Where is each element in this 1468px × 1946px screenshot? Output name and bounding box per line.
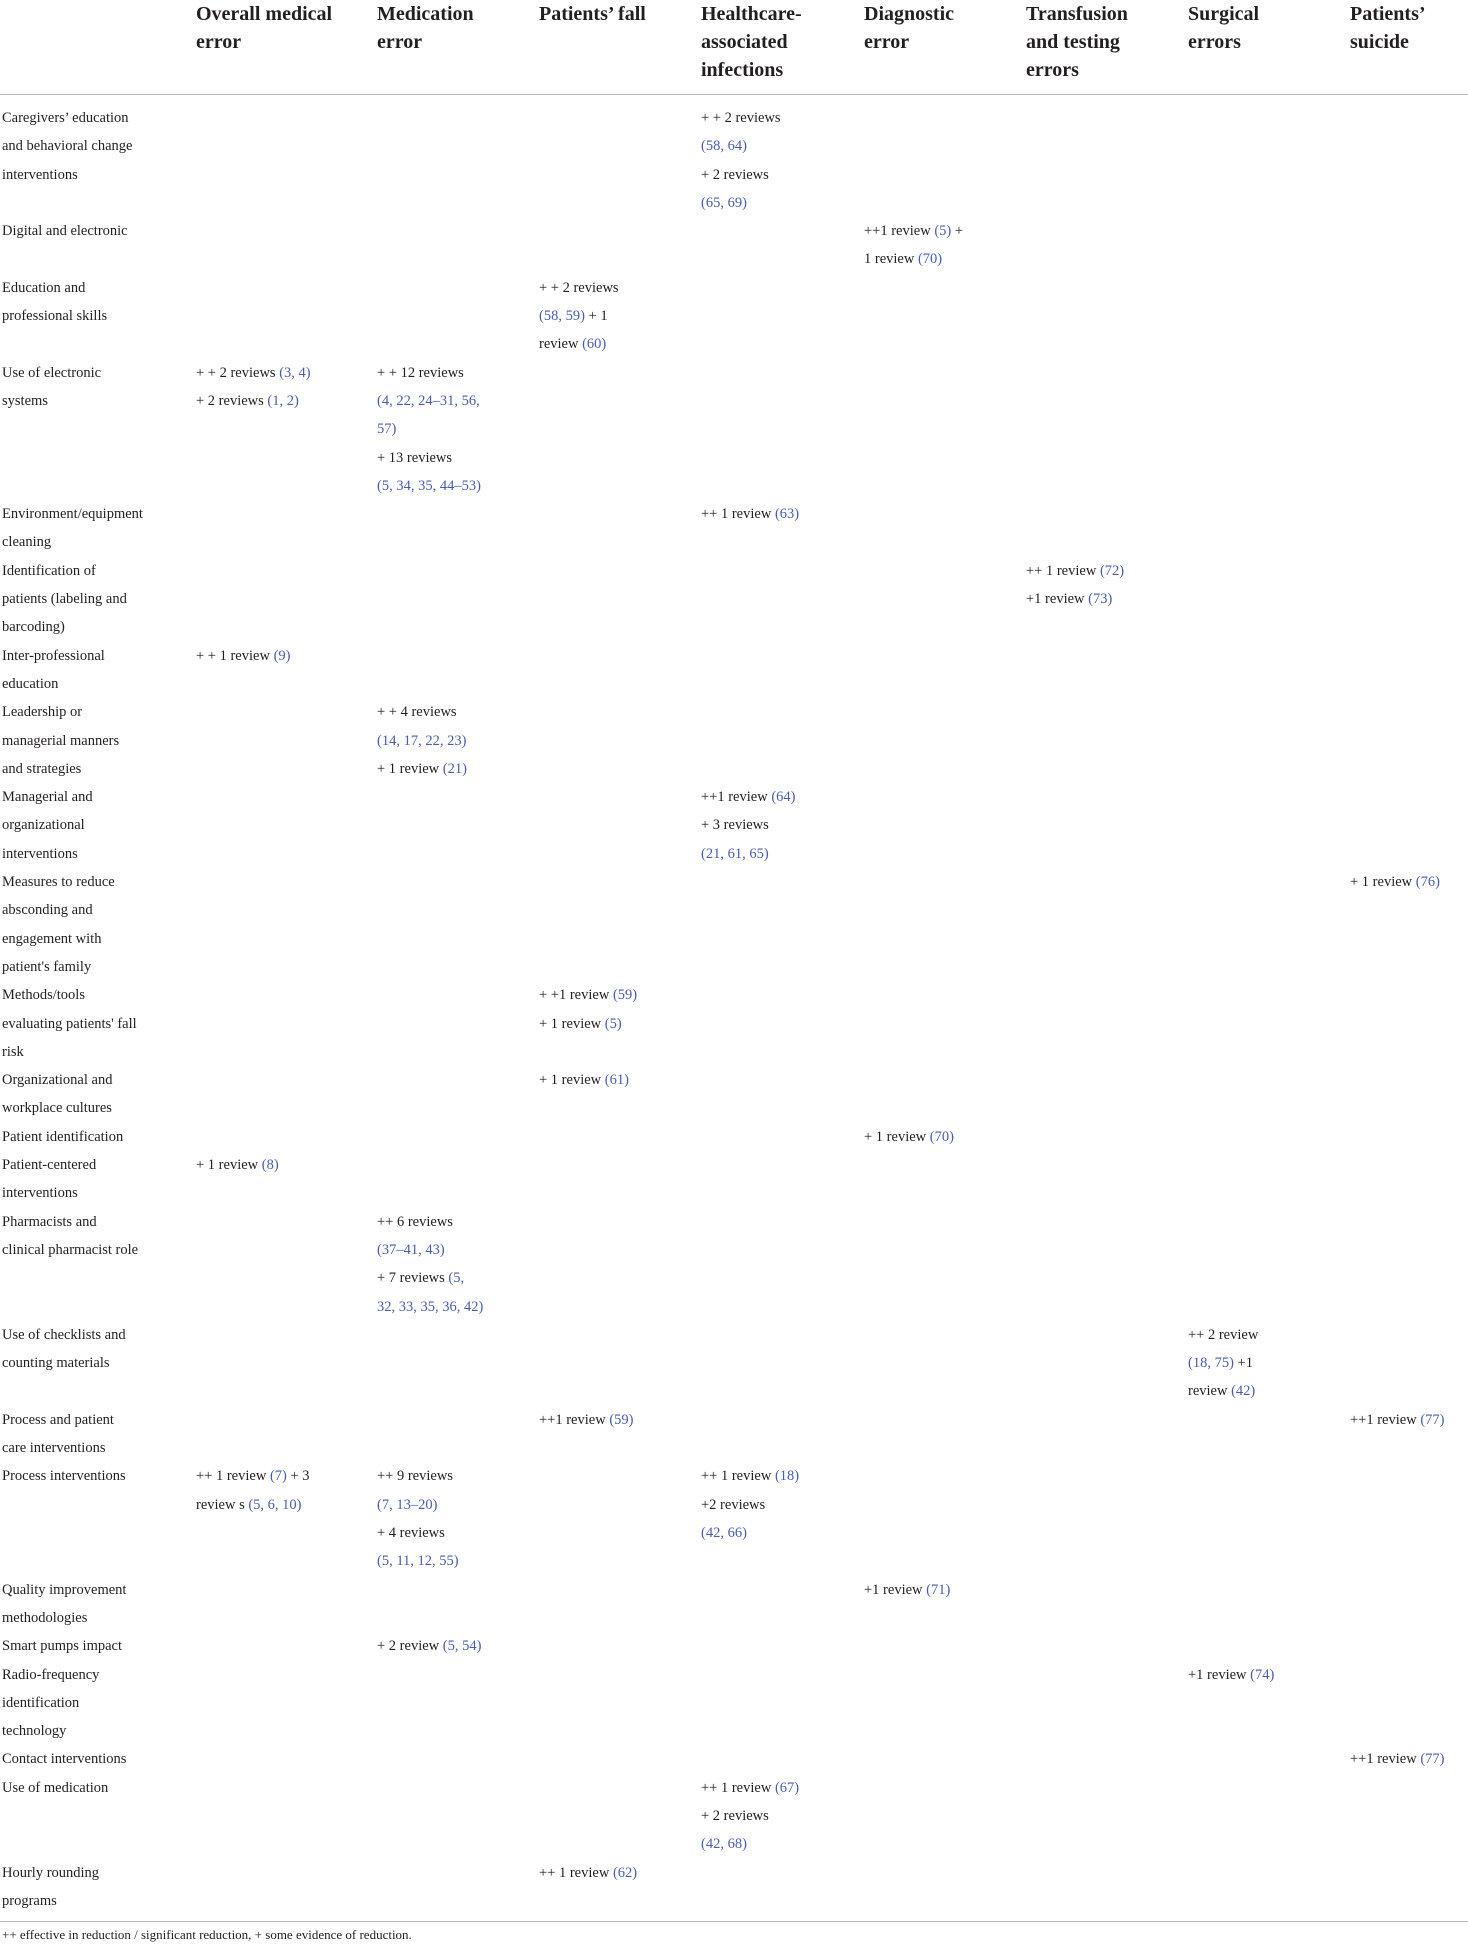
row-label: [2, 557, 127, 642]
row-label-line: Measures to reduce: [2, 874, 115, 891]
table-cell: [1188, 1321, 1258, 1406]
cell-line: [864, 1576, 950, 1604]
cell-line: [1188, 1321, 1258, 1349]
column-header: [377, 0, 474, 56]
cell-line: [539, 981, 637, 1009]
cell-line: [377, 727, 467, 755]
table-cell: [539, 1406, 633, 1434]
cell-line: [864, 245, 963, 273]
review-count: + 1 review: [377, 760, 443, 777]
column-header-line: Patients’ fall: [539, 3, 646, 25]
cell-line: [1026, 557, 1124, 585]
cell-line: [1026, 585, 1124, 613]
row-label-line: evaluating patients' fall: [2, 1015, 137, 1032]
table-cell: [196, 1462, 310, 1519]
citation-reference: (21, 61, 65): [701, 845, 769, 862]
review-count: + +1 review: [539, 987, 613, 1004]
row-label-line: patient's family: [2, 958, 92, 975]
cell-line: [377, 755, 467, 783]
row-label-line: engagement with: [2, 930, 102, 947]
table-cell: [1188, 1661, 1274, 1689]
citation-reference: (5,: [448, 1270, 465, 1287]
row-label-line: Leadership or: [2, 704, 83, 721]
review-count: review: [1188, 1383, 1232, 1400]
review-count: + 1 review: [864, 1128, 930, 1145]
cell-line: [701, 1774, 799, 1802]
table-cell: [1350, 868, 1440, 896]
table-cell: [196, 642, 290, 670]
cell-line: [1188, 1377, 1258, 1405]
row-label-line: Caregivers’ education: [2, 110, 129, 126]
cell-line: [377, 1208, 483, 1236]
citation-reference: (5, 11, 12, 55): [377, 1553, 459, 1570]
cell-line: [377, 472, 481, 500]
review-count: + 7 reviews: [377, 1270, 449, 1287]
column-header: [539, 0, 646, 28]
column-header-line: suicide: [1350, 31, 1409, 53]
review-count: ++ 2 review: [1188, 1326, 1259, 1343]
review-count: + 1 review: [1350, 874, 1416, 891]
review-count: + 2 reviews: [196, 392, 268, 409]
review-count: + + 12 reviews: [377, 364, 464, 381]
row-label-line: interventions: [2, 166, 78, 183]
cell-line: [377, 1632, 481, 1660]
column-header: [196, 0, 332, 56]
review-count: + 13 reviews: [377, 449, 453, 466]
cell-line: [196, 1151, 279, 1179]
review-count: review s: [196, 1496, 249, 1513]
citation-reference: (70): [917, 251, 943, 268]
row-label: [2, 868, 115, 981]
row-label-line: Hourly rounding: [2, 1864, 100, 1881]
row-label-line: Use of medication: [2, 1779, 109, 1796]
cell-line: [377, 1264, 483, 1292]
table-cell: [864, 1123, 954, 1151]
row-label-line: Smart pumps impact: [2, 1638, 123, 1655]
row-label-line: cleaning: [2, 534, 52, 551]
citation-reference: (4, 22, 24–31, 56,: [377, 392, 480, 409]
cell-line: [539, 1066, 629, 1094]
column-header: [1350, 0, 1426, 56]
row-label: [2, 500, 143, 557]
row-label-line: methodologies: [2, 1609, 88, 1626]
cell-line: [1350, 868, 1440, 896]
citation-reference: (62): [612, 1864, 638, 1881]
cell-line: [701, 189, 781, 217]
citation-reference: (5): [604, 1015, 622, 1032]
review-count: + 3 reviews: [701, 817, 769, 834]
row-label: [2, 1576, 126, 1633]
row-label-line: risk: [2, 1043, 24, 1060]
review-count: ++1 review: [539, 1411, 610, 1428]
cell-line: [701, 1802, 799, 1830]
citation-reference: (5, 34, 35, 44–53): [377, 477, 481, 494]
review-count: ++1 review: [1350, 1751, 1421, 1768]
cell-line: [539, 1010, 637, 1038]
row-label-line: interventions: [2, 1185, 78, 1202]
row-label-line: Radio-frequency: [2, 1666, 100, 1683]
review-count: ++ 1 review: [701, 1779, 775, 1796]
cell-line: [377, 359, 481, 387]
column-header-line: Medication: [377, 3, 474, 25]
review-count: + + 2 reviews: [539, 279, 619, 296]
row-label-line: Education and: [2, 279, 86, 296]
citation-reference: (73): [1088, 591, 1113, 608]
row-label: [2, 1774, 108, 1802]
review-count: review: [539, 336, 583, 353]
cell-line: [701, 500, 799, 528]
table-cell: [701, 1462, 799, 1547]
cell-line: [377, 387, 481, 415]
review-count: ++1 review: [1350, 1411, 1421, 1428]
citation-reference: (77): [1420, 1751, 1445, 1768]
table-cell: [701, 104, 781, 217]
row-label-line: Process and patient: [2, 1411, 114, 1428]
cell-line: [864, 1123, 954, 1151]
citation-reference: (7): [269, 1468, 287, 1485]
citation-reference: (42): [1231, 1383, 1256, 1400]
column-header-line: infections: [701, 59, 784, 81]
cell-line: [196, 1491, 310, 1519]
review-count: +2 reviews: [701, 1496, 766, 1513]
row-label-line: Patient-centered: [2, 1157, 97, 1174]
cell-line: [701, 840, 795, 868]
cell-line: [539, 1406, 633, 1434]
cell-line: [701, 1462, 799, 1490]
review-count: + 1 review: [539, 1015, 605, 1032]
table-cell: [1026, 557, 1124, 614]
table-cell: [377, 359, 481, 500]
row-label: [2, 642, 105, 699]
cell-line: [1350, 1406, 1444, 1434]
review-count: +1 review: [1188, 1666, 1251, 1683]
cell-line: [377, 698, 467, 726]
cell-line: [1188, 1661, 1274, 1689]
row-label-line: counting materials: [2, 1355, 110, 1372]
row-label-line: technology: [2, 1723, 67, 1740]
row-label-line: clinical pharmacist role: [2, 1241, 139, 1258]
cell-line: [377, 444, 481, 472]
row-label: [2, 1066, 112, 1123]
cell-line: [539, 302, 619, 330]
row-label: [2, 1745, 126, 1773]
cell-line: [864, 217, 963, 245]
citation-reference: (5, 6, 10): [248, 1496, 302, 1513]
review-count: + 1 review: [539, 1072, 605, 1089]
table-footnote: ++ effective in reduction / significant reduction, + some evidence of reduction.: [2, 1927, 412, 1942]
citation-reference: 57): [377, 421, 397, 438]
citation-reference: (9): [273, 647, 291, 664]
row-label: [2, 783, 93, 868]
cell-line: [701, 161, 781, 189]
row-label-line: Process interventions: [2, 1468, 126, 1485]
header-divider: [0, 94, 1468, 95]
citation-reference: (1, 2): [267, 392, 299, 409]
row-label-line: Digital and electronic: [2, 223, 128, 240]
table-cell: [539, 274, 619, 359]
citation-reference: (58, 59): [539, 308, 585, 325]
row-label-line: Environment/equipment: [2, 506, 143, 523]
table-cell: [1350, 1745, 1444, 1773]
row-label-line: Patient identification: [2, 1128, 124, 1145]
row-label-line: managerial manners: [2, 732, 120, 749]
cell-line: [196, 642, 290, 670]
table-cell: [377, 1208, 483, 1321]
column-header: [1188, 0, 1259, 56]
cell-line: [701, 783, 795, 811]
citation-reference: (64): [771, 789, 796, 806]
row-label: [2, 274, 107, 331]
column-header-line: errors: [1026, 59, 1079, 81]
review-count: ++ 6 reviews: [377, 1213, 453, 1230]
cell-line: [539, 1859, 637, 1887]
cell-line: [701, 132, 781, 160]
citation-reference: (18): [774, 1468, 800, 1485]
citation-reference: (59): [609, 1411, 634, 1428]
review-count: ++1 review: [701, 789, 772, 806]
citation-reference: (21): [442, 760, 467, 777]
column-header-line: Healthcare-: [701, 3, 802, 25]
row-label-line: absconding and: [2, 902, 93, 919]
citation-reference: (76): [1415, 874, 1440, 891]
citation-reference: (72): [1099, 562, 1125, 579]
citation-reference: (63): [774, 506, 800, 523]
row-label-line: Contact interventions: [2, 1751, 127, 1768]
cell-line: [377, 1519, 459, 1547]
table-cell: [539, 1066, 629, 1094]
table-cell: [196, 1151, 279, 1179]
table-cell: [377, 1462, 459, 1575]
row-label-line: Use of checklists and: [2, 1326, 126, 1343]
column-header-line: Overall medical: [196, 3, 333, 25]
citation-reference: (18, 75): [1188, 1355, 1234, 1372]
row-label-line: organizational: [2, 817, 85, 834]
column-header: [701, 0, 802, 84]
cell-line: [377, 1293, 483, 1321]
row-label-line: Quality improvement: [2, 1581, 127, 1598]
row-label-line: barcoding): [2, 619, 65, 636]
row-label: [2, 359, 101, 416]
column-header-line: and testing: [1026, 31, 1120, 53]
review-count: + 1 review: [196, 1157, 262, 1174]
row-label: [2, 217, 128, 245]
row-label-line: and strategies: [2, 760, 82, 777]
row-label-line: and behavioral change: [2, 138, 133, 155]
citation-reference: (60): [582, 336, 607, 353]
citation-reference: (7, 13–20): [377, 1496, 438, 1513]
cell-line: [701, 1830, 799, 1858]
column-header-line: Transfusion: [1026, 3, 1128, 25]
row-label: [2, 1661, 99, 1746]
review-count: ++ 9 reviews: [377, 1468, 453, 1485]
table-cell: [196, 359, 311, 416]
row-label: [2, 1406, 114, 1463]
column-header-line: Patients’: [1350, 3, 1426, 25]
citation-reference: (42, 68): [701, 1836, 747, 1853]
row-label: [2, 981, 137, 1066]
row-label-line: Methods/tools: [2, 987, 85, 1004]
row-label: [2, 1321, 126, 1378]
review-count: + 1: [584, 308, 608, 325]
row-label-line: systems: [2, 392, 48, 409]
citation-reference: (59): [612, 987, 638, 1004]
cell-line: [377, 1236, 483, 1264]
cell-line: [1350, 1745, 1444, 1773]
row-label-line: professional skills: [2, 308, 108, 325]
review-count: +1 review: [864, 1581, 927, 1598]
review-count: ++ 1 review: [196, 1468, 270, 1485]
cell-line: [701, 104, 781, 132]
citation-reference: (5): [934, 223, 952, 240]
review-count: + + 1 review: [196, 647, 274, 664]
row-label: [2, 1123, 123, 1151]
citation-reference: (77): [1420, 1411, 1445, 1428]
citation-reference: (74): [1250, 1666, 1275, 1683]
table-cell: [864, 1576, 950, 1604]
table-cell: [539, 981, 637, 1038]
table-bottom-divider: [0, 1921, 1468, 1922]
cell-line: [196, 1462, 310, 1490]
table-cell: [864, 217, 963, 274]
review-count: + 4 reviews: [377, 1524, 445, 1541]
cell-line: [539, 274, 619, 302]
citation-reference: (65, 69): [701, 194, 747, 211]
review-count: + + 2 reviews: [196, 364, 280, 381]
review-count: +1 review: [1026, 591, 1089, 608]
review-count: +: [951, 223, 964, 240]
review-count: 1 review: [864, 251, 918, 268]
row-label-line: identification: [2, 1694, 80, 1711]
citation-reference: (37–41, 43): [377, 1241, 445, 1258]
review-count: ++ 1 review: [701, 1468, 775, 1485]
row-label-line: Organizational and: [2, 1072, 113, 1089]
citation-reference: (71): [926, 1581, 951, 1598]
review-count: + 3: [286, 1468, 310, 1485]
table-cell: [701, 500, 799, 528]
row-label: [2, 698, 119, 783]
column-header-line: errors: [1188, 31, 1241, 53]
table-cell: [701, 783, 795, 868]
citation-reference: (8): [261, 1157, 279, 1174]
citation-reference: (61): [604, 1072, 629, 1089]
column-header-line: error: [864, 31, 910, 53]
review-count: ++1 review: [864, 223, 935, 240]
table-cell: [377, 698, 467, 783]
table-cell: [539, 1859, 637, 1887]
citation-reference: (67): [774, 1779, 800, 1796]
column-header-line: error: [196, 31, 242, 53]
cell-line: [196, 359, 311, 387]
row-label: [2, 1151, 96, 1208]
citation-reference: (42, 66): [701, 1524, 747, 1541]
review-count: ++ 1 review: [539, 1864, 613, 1881]
column-header-line: Surgical: [1188, 3, 1260, 25]
cell-line: [377, 415, 481, 443]
table-cell: [377, 1632, 481, 1660]
column-header-line: Diagnostic: [864, 3, 954, 25]
row-label: [2, 1208, 138, 1265]
review-count: + + 2 reviews: [701, 110, 781, 126]
column-header-line: error: [377, 31, 423, 53]
row-label-line: Inter-professional: [2, 647, 105, 664]
row-label-line: workplace cultures: [2, 1100, 112, 1117]
cell-line: [539, 330, 619, 358]
review-count: + 2 reviews: [701, 1807, 769, 1824]
row-label-line: Pharmacists and: [2, 1213, 97, 1230]
citation-reference: 32, 33, 35, 36, 42): [377, 1298, 484, 1315]
row-label-line: programs: [2, 1892, 57, 1909]
column-header: [864, 0, 954, 56]
review-count: ++ 1 review: [701, 506, 775, 523]
row-label-line: patients (labeling and: [2, 591, 127, 608]
table-cell: [1350, 1406, 1444, 1434]
cell-line: [377, 1547, 459, 1575]
citation-reference: (14, 17, 22, 23): [377, 732, 467, 749]
row-label: [2, 1859, 99, 1916]
row-label-line: Managerial and: [2, 789, 93, 806]
review-count: + 2 review: [377, 1638, 443, 1655]
row-label: [2, 104, 132, 189]
citation-reference: (5, 54): [442, 1638, 482, 1655]
row-label: [2, 1632, 122, 1660]
cell-line: [701, 1519, 799, 1547]
review-count: + + 4 reviews: [377, 704, 457, 721]
row-label-line: Use of electronic: [2, 364, 102, 381]
row-label-line: interventions: [2, 845, 78, 862]
review-count: ++ 1 review: [1026, 562, 1100, 579]
cell-line: [701, 811, 795, 839]
citation-reference: (58, 64): [701, 138, 747, 155]
row-label: [2, 1462, 126, 1490]
cell-line: [377, 1462, 459, 1490]
row-label-line: Identification of: [2, 562, 96, 579]
review-count: + 2 reviews: [701, 166, 769, 183]
cell-line: [701, 1491, 799, 1519]
cell-line: [377, 1491, 459, 1519]
column-header: [1026, 0, 1128, 84]
citation-reference: (70): [929, 1128, 954, 1145]
citation-reference: (3, 4): [279, 364, 311, 381]
cell-line: [1188, 1349, 1258, 1377]
review-count: +1: [1233, 1355, 1253, 1372]
column-header-line: associated: [701, 31, 788, 53]
cell-line: [196, 387, 311, 415]
table-cell: [701, 1774, 799, 1859]
row-label-line: care interventions: [2, 1440, 106, 1457]
row-label-line: education: [2, 675, 59, 692]
